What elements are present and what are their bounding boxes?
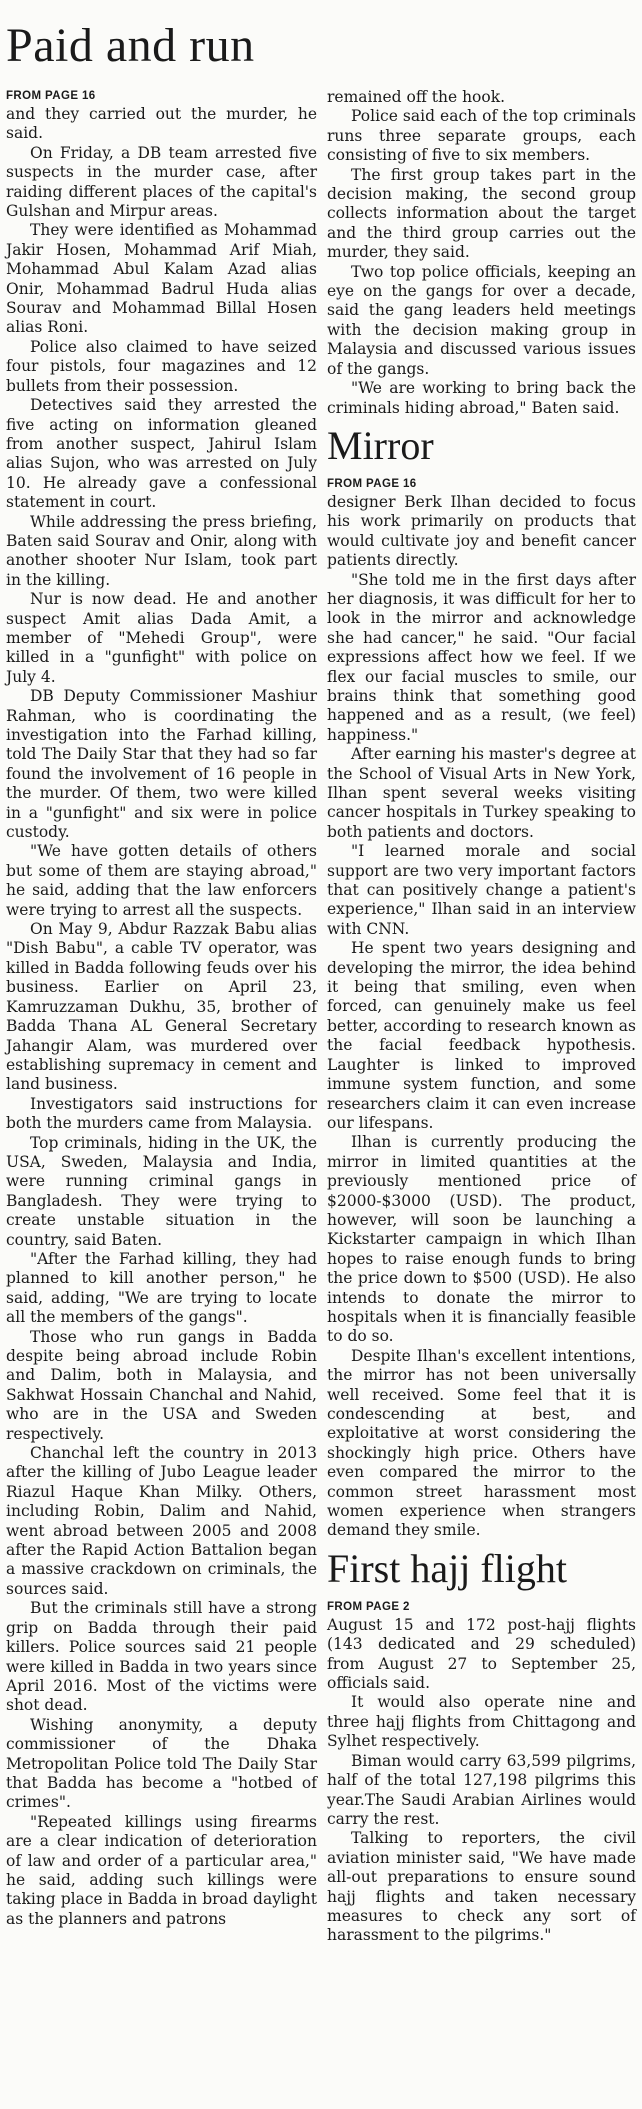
paragraph: Ilhan is currently producing the mirror in limited quantities at the previously mentioned price of $2000-$3000 (USD). The product, however, will soon be launching a Kickstarter campaign in which Ilhan hopes to raise enough funds to bring the price down to $500 (USD). He also intends to donate the mirror to hospitals when it is financially feasible to do so. [327,1133,636,1346]
paragraph: Wishing anonymity, a deputy commissioner of the Dhaka Metropolitan Police told The Daily Star that Badda has become a "hotbed of crimes". [6,1715,317,1812]
paragraph: "I learned morale and social support are two very important factors that can positively change a patient's experience," Ilhan said in an interview with CNN. [327,842,636,938]
paragraph: Investigators said instructions for both the murders came from Malaysia. [6,1094,317,1133]
paragraph: Despite Ilhan's excellent intentions, the mirror has not been universally well received. Some feel that it is condescending at best, and exploitative at worst considering the shockingly high price. Others have even compared the mirror to the common street harassment most women experience when strangers demand they smile. [327,1346,636,1540]
paragraph: "Repeated killings using firearms are a clear indication of deterioration of law and order of a particular area," he said, adding such killings were taking place in Badda in broad daylight as the planners and patrons [6,1812,317,1928]
paragraph: "After the Farhad killing, they had planned to kill another person," he said, adding, "We are trying to locate all the members of the gangs". [6,1249,317,1327]
paragraph: Detectives said they arrested the five acting on information gleaned from another suspect, Jahirul Islam alias Sujon, who was arrested on July 10. He already gave a confessional statement in court. [6,396,317,512]
paragraph: "We have gotten details of others but some of them are staying abroad," he said, adding that the law enforcers were trying to arrest all the suspects. [6,842,317,919]
paragraph: While addressing the press briefing, Baten said Sourav and Onir, along with another shooter Nur Islam, took part in the killing. [6,512,317,589]
paragraph: Nur is now dead. He and another suspect Amit alias Dada Amit, a member of "Mehedi Group", were killed in a "gunfight" with police on July 4. [6,590,317,686]
paragraph: Talking to reporters, the civil aviation minister said, "We have made all-out preparations to ensure sound hajj flights and taken necessary measures to check any sort of harassment to the pilgrims." [327,1829,636,1945]
headline-paid-and-run: Paid and run [6,19,255,72]
paragraph: Two top police officials, keeping an eye on the gangs for over a decade, said the gang leaders held meetings with the decision making group in Malaysia and discussed various issues of the gangs. [327,262,636,378]
jump-line-mirror: FROM PAGE 16 [327,477,417,490]
jump-line-paid-and-run: FROM PAGE 16 [6,90,96,102]
paragraph: Top criminals, hiding in the UK, the USA, Sweden, Malaysia and India, were running criminal gangs in Bangladesh. They were trying to create unstable situation in the country, said Baten. [6,1133,317,1249]
headline-first-hajj-flight: First hajj flight [327,1545,567,1591]
right-column [327,0,636,1946]
paragraph: "She told me in the first days after her diagnosis, it was difficult for her to look in the mirror and acknowledge she had cancer," he said. "Our facial expressions affect how we feel. If we flex our facial muscles to smile, our brains think that something good happened and as a result, (we feel) happiness." [327,570,636,744]
paragraph: They were identified as Mohammad Jakir Hosen, Mohammad Arif Miah, Mohammad Abul Kalam Azad alias Onir, Mohammad Badrul Huda alias Sourav and Mohammad Billal Hosen alias Roni. [6,221,317,337]
paragraph: It would also operate nine and three hajj flights from Chittagong and Sylhet respectively. [327,1693,636,1751]
paragraph: But the criminals still have a strong grip on Badda through their paid killers. Police sources said 21 people were killed in Badda in two years since April 2016. Most of the victims were shot dead. [6,1599,317,1715]
paragraph: Those who run gangs in Badda despite being abroad include Robin and Dalim, both in Malaysia, and Sakhwat Hossain Chanchal and Nahid, who are in the USA and Sweden respectively. [6,1327,317,1443]
paragraph: Biman would carry 63,599 pilgrims, half of the total 127,198 pilgrims this year.The Saudi Arabian Airlines would carry the rest. [327,1751,636,1828]
jump-line-hajj: FROM PAGE 2 [327,1600,410,1613]
paragraph: The first group takes part in the decision making, the second group collects information about the target and the third group carries out the murder, they said. [327,165,636,262]
paragraph: Chanchal left the country in 2013 after the killing of Jubo League leader Riazul Haque Khan Milky. Others, including Robin, Dalim and Nahid, went abroad between 2005 and 2008 after the Rapid Action Battalion began a massive crackdown on criminals, the sources said. [6,1444,317,1598]
paid-and-run-continuation [327,88,636,418]
paragraph: August 15 and 172 post-hajj flights (143 dedicated and 29 scheduled) from August 27 to September 25, officials said. [327,1615,636,1693]
paragraph: and they carried out the murder, he said. [6,105,317,143]
paragraph: On May 9, Abdur Razzak Babu alias "Dish Babu", a cable TV operator, was killed in Badda following feuds over his business. Earlier on April 23, Kamruzzaman Dukhu, 35, brother of Badda Thana AL General Secretary Jahangir Alam, was murdered over establishing supremacy in cement and land business. [6,920,317,1094]
paragraph: designer Berk Ilhan decided to focus his work primarily on products that would cultivate joy and benefit cancer patients directly. [327,492,636,570]
paragraph: Police said each of the top criminals runs three separate groups, each consisting of five to six members. [327,107,636,165]
paragraph: "We are working to bring back the criminals hiding abroad," Baten said. [327,379,636,417]
paragraph: Police also claimed to have seized four pistols, four magazines and 12 bullets from their possession. [6,337,317,395]
paragraph: He spent two years designing and developing the mirror, the idea behind it being that smiling, even when forced, can genuinely make us feel better, according to research known as the facial feedback hypothesis. Laughter is linked to improved immune system function, and some researchers claim it can even increase our lifespans. [327,939,636,1132]
paragraph: remained off the hook. [327,88,506,106]
headline-mirror: Mirror [327,422,434,468]
paragraph: DB Deputy Commissioner Mashiur Rahman, who is coordinating the investigation into the Farhad killing, told The Daily Star that they had so far found the involvement of 16 people in the murder. Of them, two were killed in a "gunfight" and six were in police custody. [6,687,317,842]
paragraph: After earning his master's degree at the School of Visual Arts in New York, Ilhan spent several weeks visiting cancer hospitals in Turkey speaking to both patients and doctors. [327,745,636,841]
paragraph: On Friday, a DB team arrested five suspects in the murder case, after raiding different places of the capital's Gulshan and Mirpur areas. [6,143,317,221]
left-column [6,0,317,1929]
